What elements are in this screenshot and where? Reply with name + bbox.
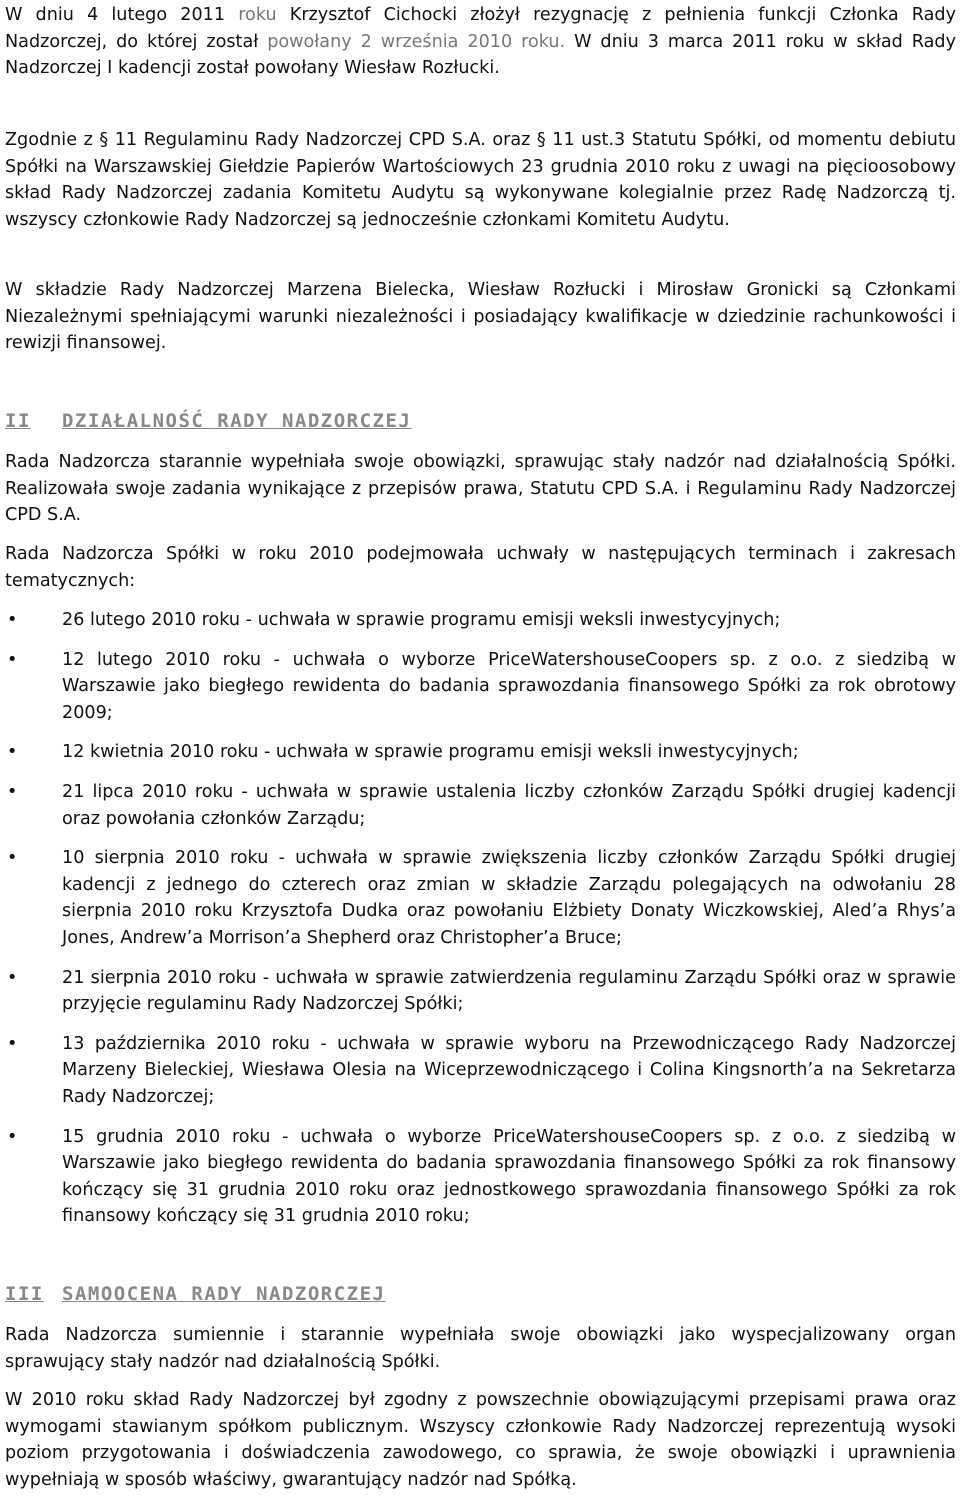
list-item — [5, 845, 956, 951]
section-heading-activity — [5, 408, 956, 434]
bullet-icon: • — [7, 1033, 18, 1054]
list-item-text: 15 grudnia 2010 roku - uchwała o wyborze PriceWatershouseCoopers sp. z o.o. z siedzibą w Warszawie jako biegłego rewidenta do badania sprawozdania finansowego Spółki za rok finansowy kończący się 31 grudnia 2010 roku oraz jednostkowego sprawozdania finansowego Spółki za rok finansowy kończący się 31 grudnia 2010 roku; — [62, 1126, 956, 1227]
paragraph-text-faded: powołany 2 września 2010 roku. — [267, 31, 566, 52]
list-item-text: 12 kwietnia 2010 roku - uchwała w sprawie programu emisji weksli inwestycyjnych; — [62, 742, 799, 763]
paragraph-independent-members: W składzie Rady Nadzorczej Marzena Bielecka, Wiesław Rozłucki i Mirosław Gronicki są Członkami Niezależnymi spełniającymi warunki niezależności i posiadający kwalifikacje w dziedzinie rachunkowości i rewizji finansowej. — [5, 280, 956, 354]
list-item — [5, 1031, 956, 1111]
paragraph-audit-committee: Zgodnie z § 11 Regulaminu Rady Nadzorczej CPD S.A. oraz § 11 ust.3 Statutu Spółki, od momentu debiutu Spółki na Warszawskiej Giełdzie Papierów Wartościowych 23 grudnia 2010 roku z uwagi na pięcioosobowy skład Rady Nadzorczej zadania Komitetu Audytu są wykonywane kolegialnie przez Radę Nadzorczą tj. wszyscy członkowie Rady Nadzorczej są jednocześnie członkami Komitetu Audytu. — [5, 130, 956, 230]
section-heading-self-assessment — [5, 1281, 956, 1307]
bullet-icon: • — [7, 1126, 18, 1147]
list-item-text: 12 lutego 2010 roku - uchwała o wyborze PriceWatershouseCoopers sp. z o.o. z siedzibą w Warszawie jako biegłego rewidenta do badania sprawozdania finansowego Spółki za rok obrotowy 2009; — [62, 649, 956, 723]
paragraph-text: W dniu 4 lutego 2011 — [5, 5, 239, 25]
list-item-text: 26 lutego 2010 roku - uchwała w sprawie programu emisji weksli inwestycyjnych; — [62, 610, 781, 630]
list-item — [5, 607, 956, 634]
paragraph-composition-compliance: W 2010 roku skład Rady Nadzorczej był zgodny z powszechnie obowiązującymi przepisami prawa oraz wymogami stawianym spółkom publicznym. Wszyscy członkowie Rady Nadzorczej reprezentują wysoki poziom przygotowania i doświadczenia zawodowego, co sprawia, że swoje obowiązki i uprawnienia wypełniają w sposób właściwy, gwarantujący nadzór nad Spółką. — [5, 1390, 956, 1490]
list-item-text: 21 sierpnia 2010 roku - uchwała w sprawie zatwierdzenia regulaminu Zarządu Spółki oraz w sprawie przyjęcie regulaminu Rady Nadzorczej Spółki; — [62, 967, 956, 1015]
bullet-icon: • — [7, 781, 18, 802]
paragraph-text: Krzysztof Cichocki złożył rezygnację z pełnienia funkcji Członka Rady Nadzorczej, do której został — [5, 5, 956, 52]
bullet-icon: • — [7, 848, 18, 869]
list-item-text: 10 sierpnia 2010 roku - uchwała w sprawie zwiększenia liczby członków Zarządu Spółki drugiej kadencji z jednego do czterech oraz zmian w składzie Zarządu polegających na odwołaniu 28 sierpnia 2010 roku Krzysztofa Dudka oraz powołaniu Elżbiety Donaty Wiczkowskiej, Aled’a Rhys’a Jones, Andrew’a Morrison’a Shepherd oraz Christopher’a Bruce; — [62, 848, 956, 948]
bullet-icon: • — [7, 649, 18, 670]
paragraph-text-faded: roku — [238, 5, 277, 25]
section-number: II — [5, 410, 31, 432]
bullet-icon: • — [7, 742, 18, 763]
paragraph-self-assessment: Rada Nadzorcza sumiennie i starannie wypełniała swoje obowiązki jako wyspecjalizowany organ sprawujący stały nadzór nad działalnością Spółki. — [5, 1325, 956, 1372]
paragraph-supervisory-board-changes — [5, 2, 956, 82]
section-title: DZIAŁALNOŚĆ RADY NADZORCZEJ — [62, 410, 412, 432]
section-title: SAMOOCENA RADY NADZORCZEJ — [62, 1283, 386, 1305]
list-item-text: 13 października 2010 roku - uchwała w sprawie wyboru na Przewodniczącego Rady Nadzorczej Marzeny Bieleckiej, Wiesława Olesia na Wiceprzewodniczącego i Colina Kingsnorth’a na Sekretarza Rady Nadzorczej; — [62, 1033, 956, 1107]
paragraph-text: W dniu 3 marca 2011 roku w skład Rady Nadzorczej I kadencji został powołany Wiesław Rozłucki. — [5, 31, 956, 79]
list-item — [5, 965, 956, 1018]
list-item — [5, 647, 956, 727]
paragraph-board-duties: Rada Nadzorcza starannie wypełniała swoje obowiązki, sprawując stały nadzór nad działalnością Spółki. Realizowała swoje zadania wynikające z przepisów prawa, Statutu CPD S.A. i Regulaminu Rady Nadzorczej CPD S.A. — [5, 452, 956, 526]
list-item — [5, 739, 956, 766]
section-number: III — [5, 1283, 44, 1305]
bullet-icon: • — [7, 967, 18, 988]
paragraph-resolutions-intro: Rada Nadzorcza Spółki w roku 2010 podejmowała uchwały w następujących terminach i zakresach tematycznych: — [5, 544, 956, 591]
list-item-text: 21 lipca 2010 roku - uchwała w sprawie ustalenia liczby członków Zarządu Spółki drugiej kadencji oraz powołania członków Zarządu; — [62, 781, 956, 829]
list-item — [5, 1124, 956, 1230]
bullet-icon: • — [7, 610, 18, 630]
list-item — [5, 779, 956, 832]
resolutions-list — [5, 607, 956, 1230]
